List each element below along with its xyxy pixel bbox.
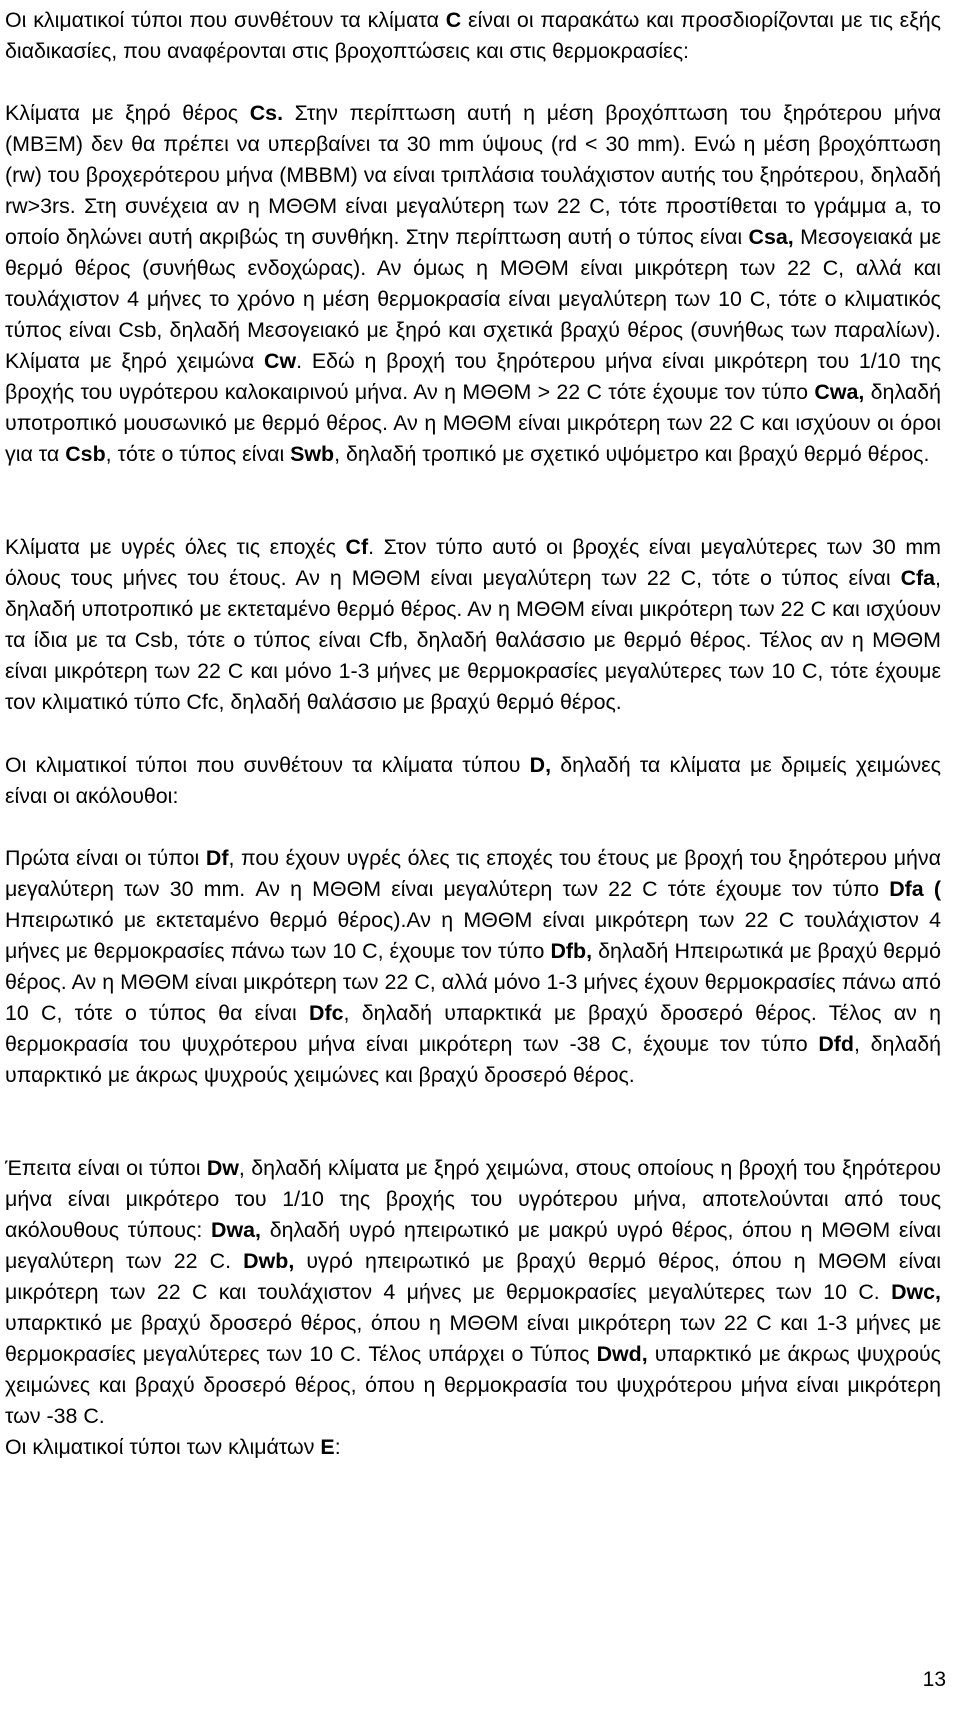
bold-run: Dwc,: [891, 1280, 941, 1304]
bold-run: Dwd,: [596, 1342, 648, 1366]
text-run: δηλαδή Ηπειρωτικά με βραχύ θερμό θέρος. Αν η ΜΘΘΜ είναι μικρότερη των 22 C, αλλά μόνο 1-3 μήνες έχουν θερμοκρασίες πάνω από 10 C, τότε ο τύπος θα είναι: [5, 939, 941, 1025]
bold-run: Dfb,: [550, 939, 593, 963]
text-run: , δηλαδή υποτροπικό με εκτεταμένο θερμό θέρος. Αν η ΜΘΘΜ είναι μικρότερη των 22 C και ισχύουν τα ίδια με τα Csb, τότε ο τύπος είναι Cfb, δηλαδή θαλάσσιο με θερμό θέρος. Τέλος αν η ΜΘΘΜ είναι μικρότερη των 22 C και μόνο 1-3 μήνες με θερμοκρασίες μεγαλύτερες των 10 C, τότε έχουμε τον κλιματικό τύπο Cfc, δηλαδή θαλάσσιο με βραχύ θερμό θέρος.: [5, 566, 941, 714]
paragraph-d-climate-intro: [5, 750, 941, 812]
text-run: δηλαδή υγρό ηπειρωτικό με μακρύ υγρό θέρος, όπου η ΜΘΘΜ είναι μεγαλύτερη των 22 C.: [5, 1218, 942, 1273]
text-run: , δηλαδή τροπικό με σχετικό υψόμετρο και βραχύ θερμό θέρος.: [334, 442, 930, 466]
text-run: , που έχουν υγρές όλες τις εποχές του έτους με βροχή του ξηρότερου μήνα μεγαλύτερη των 30 mm. Αν η ΜΘΘΜ είναι μεγαλύτερη των 22 C τότε έχουμε τον τύπο: [5, 846, 941, 901]
text-run: Στην περίπτωση αυτή η μέση βροχόπτωση του ξηρότερου μήνα (ΜΒΞΜ) δεν θα πρέπει να υπερβαίνει τα 30 mm ύψους (rd < 30 mm). Ενώ η μέση βροχόπτωση (rw) του βροχερότερου μήνα (ΜΒΒΜ) να είναι τριπλάσια τουλάχιστον αυτής του ξηρότερου, δηλαδή rw>3rs. Στη συνέχεια αν η ΜΘΘΜ είναι μεγαλύτερη των 22 C, τότε προστίθεται το γράμμα a, το οποίο δηλώνει αυτή ακριβώς τη συνθήκη. Στην περίπτωση αυτή ο τύπος είναι: [5, 101, 941, 249]
text-run: . Στον τύπο αυτό οι βροχές είναι μεγαλύτερες των 30 mm όλους τους μήνες του έτους. Αν η ΜΘΘΜ είναι μεγαλύτερη των 22 C, τότε ο τύπος είναι: [5, 535, 941, 590]
bold-run: Csa,: [748, 225, 794, 249]
text-run: . Εδώ η βροχή του ξηρότερου μήνα είναι μικρότερη του 1/10 της βροχής του υγρότερου καλοκαιρινού μήνα. Αν η ΜΘΘΜ > 22 C τότε έχουμε τον τύπο: [5, 349, 941, 404]
bold-run: E: [320, 1435, 335, 1459]
text-run: Οι κλιματικοί τύποι των κλιμάτων: [5, 1435, 321, 1459]
text-run: Κλίματα με υγρές όλες τις εποχές: [5, 535, 346, 559]
paragraph-cs-cw-climates: [5, 98, 941, 470]
text-run: Ηπειρωτικό με εκτεταμένο θερμό θέρος).Αν η ΜΘΘΜ είναι μικρότερη των 22 C τουλάχιστον 4 μήνες με θερμοκρασίες πάνω των 10 C, έχουμε τον τύπο: [5, 908, 941, 963]
text-run: , τότε ο τύπος είναι: [105, 442, 291, 466]
bold-run: Cw: [264, 349, 297, 373]
text-run: υπαρκτικό με βραχύ δροσερό θέρος, όπου η ΜΘΘΜ είναι μικρότερη των 22 C και 1-3 μήνες με θερμοκρασίες μεγαλύτερες των 10 C. Τέλος υπάρχει ο Τύπος: [5, 1311, 941, 1366]
bold-run: Csb: [65, 442, 106, 466]
text-run: δηλαδή τα κλίματα με δριμείς χειμώνες είναι οι ακόλουθοι:: [5, 753, 941, 808]
text-run: υγρό ηπειρωτικό με βραχύ θερμό θέρος, όπου η ΜΘΘΜ είναι μικρότερη των 22 C και τουλάχιστον 4 μήνες με θερμοκρασίες μεγαλύτερες των 10 C.: [5, 1249, 941, 1304]
bold-run: D,: [529, 753, 552, 777]
text-run: υπαρκτικό με άκρως ψυχρούς χειμώνες και βραχύ δροσερό θέρος, όπου η θερμοκρασία του ψυχρότερου μήνα είναι μικρότερη των -38 C.: [5, 1342, 941, 1428]
text-run: :: [334, 1435, 341, 1459]
text-run: Πρώτα είναι οι τύποι: [5, 846, 206, 870]
bold-run: Cwa,: [814, 380, 865, 404]
text-run: , δηλαδή κλίματα με ξηρό χειμώνα, στους οποίους η βροχή του ξηρότερου μήνα είναι μικρότερο του 1/10 της βροχής του υγρότερου μήνα, αποτελούνται από τους ακόλουθους τύπους:: [5, 1156, 941, 1242]
bold-run: Dwa,: [211, 1218, 261, 1242]
bold-run: C: [445, 8, 462, 32]
paragraph-dw-climates: [5, 1153, 941, 1432]
bold-run: Dfc: [309, 1001, 344, 1025]
text-run: , δηλαδή υπαρκτικό με άκρως ψυχρούς χειμώνες και βραχύ δροσερό θέρος.: [5, 1032, 941, 1087]
bold-run: Cs.: [249, 101, 284, 125]
bold-run: Cfa: [900, 566, 936, 590]
paragraph-c-climate-intro: [5, 5, 941, 67]
page-number: 13: [922, 1668, 946, 1691]
text-run: είναι οι παρακάτω και προσδιορίζονται με τις εξής διαδικασίες, που αναφέρονται στις βροχοπτώσεις και στις θερμοκρασίες:: [5, 8, 941, 63]
paragraph-cf-climates: [5, 532, 941, 718]
text-run: Οι κλιματικοί τύποι που συνθέτουν τα κλίματα τύπου: [5, 753, 530, 777]
text-run: , δηλαδή υπαρκτικά με βραχύ δροσερό θέρος. Τέλος αν η θερμοκρασία του ψυχρότερου μήνα είναι μικρότερη των -38 C, έχουμε τον τύπο: [5, 1001, 941, 1056]
text-run: Μεσογειακά με θερμό θέρος (συνήθως ενδοχώρας). Αν όμως η ΜΘΘΜ είναι μικρότερη των 22 C, αλλά και τουλάχιστον 4 μήνες το χρόνο η μέση θερμοκρασία είναι μεγαλύτερη των 10 C, τότε ο κλιματικός τύπος είναι Csb, δηλαδή Μεσογειακό με ξηρό και σχετικά βραχύ θέρος (συνήθως των παραλίων). Κλίματα με ξηρό χειμώνα: [5, 225, 941, 373]
paragraph-e-climate-intro: [5, 1432, 941, 1463]
text-run: Κλίματα με ξηρό θέρος: [5, 101, 250, 125]
text-run: Έπειτα είναι οι τύποι: [5, 1156, 207, 1180]
bold-run: Dfa (: [889, 877, 941, 901]
paragraph-df-climates: [5, 843, 941, 1091]
bold-run: Df: [205, 846, 229, 870]
bold-run: Dwb,: [243, 1249, 295, 1273]
text-run: Οι κλιματικοί τύποι που συνθέτουν τα κλίματα: [5, 8, 446, 32]
bold-run: Swb: [290, 442, 335, 466]
bold-run: Dfd: [818, 1032, 854, 1056]
bold-run: Cf: [345, 535, 369, 559]
bold-run: Dw: [206, 1156, 239, 1180]
text-run: δηλαδή υποτροπικό μουσωνικό με θερμό θέρος. Αν η ΜΘΘΜ είναι μικρότερη των 22 C και ισχύουν οι όροι για τα: [5, 380, 941, 466]
